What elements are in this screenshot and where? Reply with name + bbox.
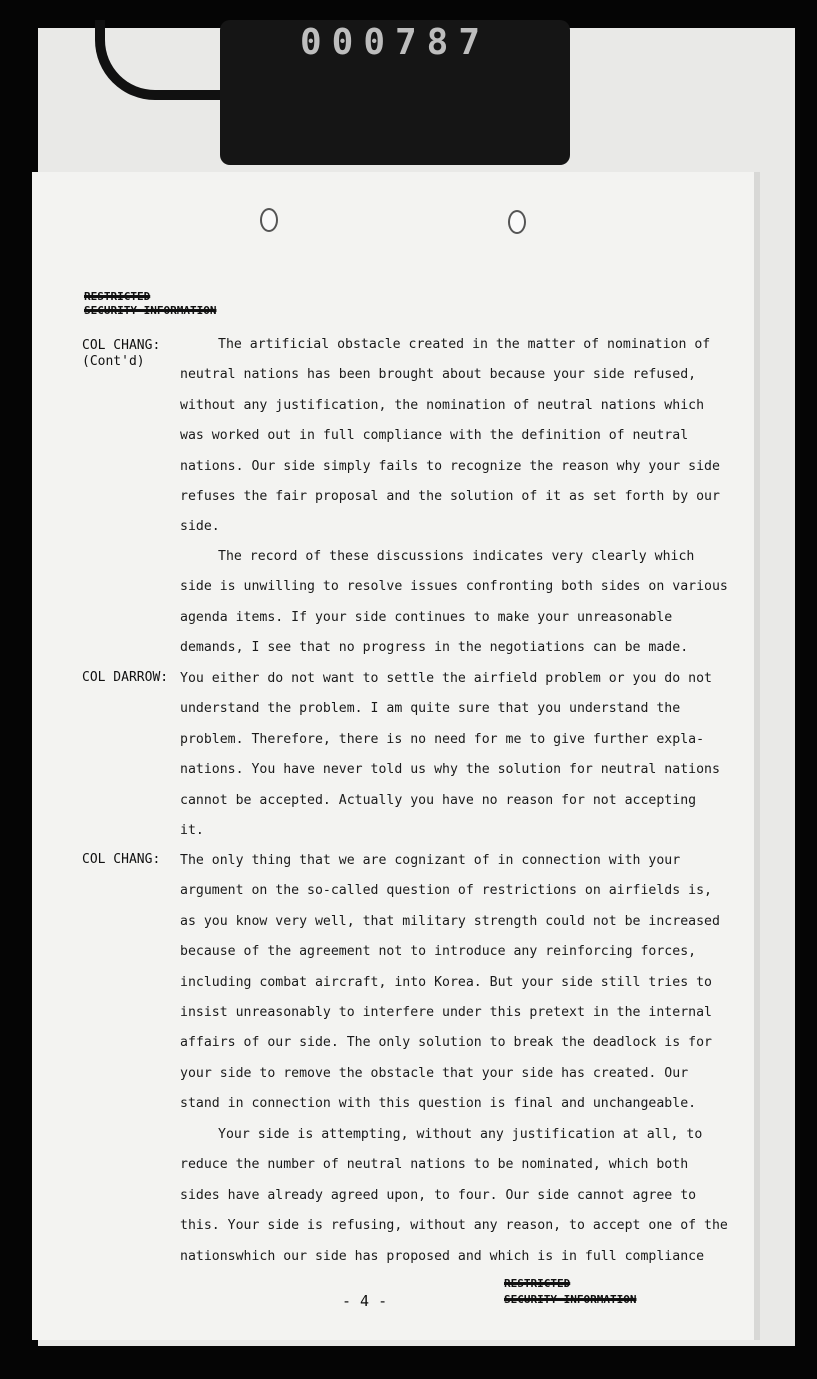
text-line: without any justification, the nomination of neutral nations which [180,397,705,413]
text-line: cannot be accepted. Actually you have no reason for not accepting [180,792,697,808]
transcript-paragraph [180,664,720,846]
text-line: as you know very well, that military strength could not be increased [180,913,720,929]
footer-classification-line: RESTRICTED [504,1277,571,1290]
text-line: side. [180,519,220,535]
footer-classification-line: SECURITY INFORMATION [504,1293,637,1306]
text-line: this. Your side is refusing, without any reason, to accept one of the [180,1218,728,1234]
transcript-paragraph [180,330,720,543]
header-classification [84,290,216,318]
transcript-paragraph [180,542,728,664]
text-line: The artificial obstacle created in the matter of nomination of [218,337,711,352]
text-line: nations. You have never told us why the solution for neutral nations [180,762,720,778]
frame-counter [220,20,570,165]
text-line: reduce the number of neutral nations to be nominated, which both [180,1157,689,1173]
text-line: agenda items. If your side continues to make your unreasonable [180,609,673,625]
text-line: refuses the fair proposal and the solution of it as set forth by our [180,489,720,505]
page-number: - 4 - [342,1292,388,1310]
header-classification-line: RESTRICTED [84,290,151,303]
text-line: including combat aircraft, into Korea. But your side still tries to [180,974,712,990]
text-line: was worked out in full compliance with the definition of neutral [180,428,689,444]
frame-counter-number: 000787 [299,22,491,63]
text-line: neutral nations has been brought about because your side refused, [180,367,697,383]
text-line: side is unwilling to resolve issues confronting both sides on various [180,579,728,595]
text-line: understand the problem. I am quite sure that you understand the [180,701,681,717]
transcript-paragraph [180,846,720,1120]
text-line: The record of these discussions indicates very clearly which [218,549,695,564]
text-line: You either do not want to settle the airfield problem or you do not [180,671,712,686]
text-line: insist unreasonably to interfere under this pretext in the internal [180,1005,712,1021]
punch-hole-right [508,210,526,234]
text-line: problem. Therefore, there is no need for me to give further expla- [180,731,705,747]
text-line: Your side is attempting, without any justification at all, to [218,1127,703,1142]
transcript-paragraph [180,1120,728,1272]
text-line: your side to remove the obstacle that your side has created. Our [180,1065,689,1081]
speaker-label [82,338,160,370]
punch-hole-left [260,208,278,232]
speaker-name: COL CHANG: [82,852,161,867]
footer-classification [504,1276,636,1308]
header-classification-line: SECURITY INFORMATION [84,304,217,317]
text-line: affairs of our side. The only solution to break the deadlock is for [180,1035,712,1051]
speaker-label [82,852,160,868]
speaker-note: (Cont'd) [82,354,145,369]
text-line: The only thing that we are cognizant of in connection with your [180,853,681,868]
text-line: because of the agreement not to introduce any reinforcing forces, [180,944,697,960]
text-line: nationswhich our side has proposed and which is in full compliance [180,1248,705,1264]
text-line: it. [180,823,204,839]
text-line: nations. Our side simply fails to recognize the reason why your side [180,458,720,474]
speaker-name: COL DARROW: [82,670,169,685]
speaker-name: COL CHANG: [82,338,161,353]
text-line: argument on the so-called question of restrictions on airfields is, [180,883,712,899]
text-line: demands, I see that no progress in the negotiations can be made. [180,640,689,656]
speaker-label [82,670,168,686]
document-page [32,172,754,1340]
text-line: stand in connection with this question is final and unchangeable. [180,1096,697,1112]
text-line: sides have already agreed upon, to four. Our side cannot agree to [180,1187,697,1203]
